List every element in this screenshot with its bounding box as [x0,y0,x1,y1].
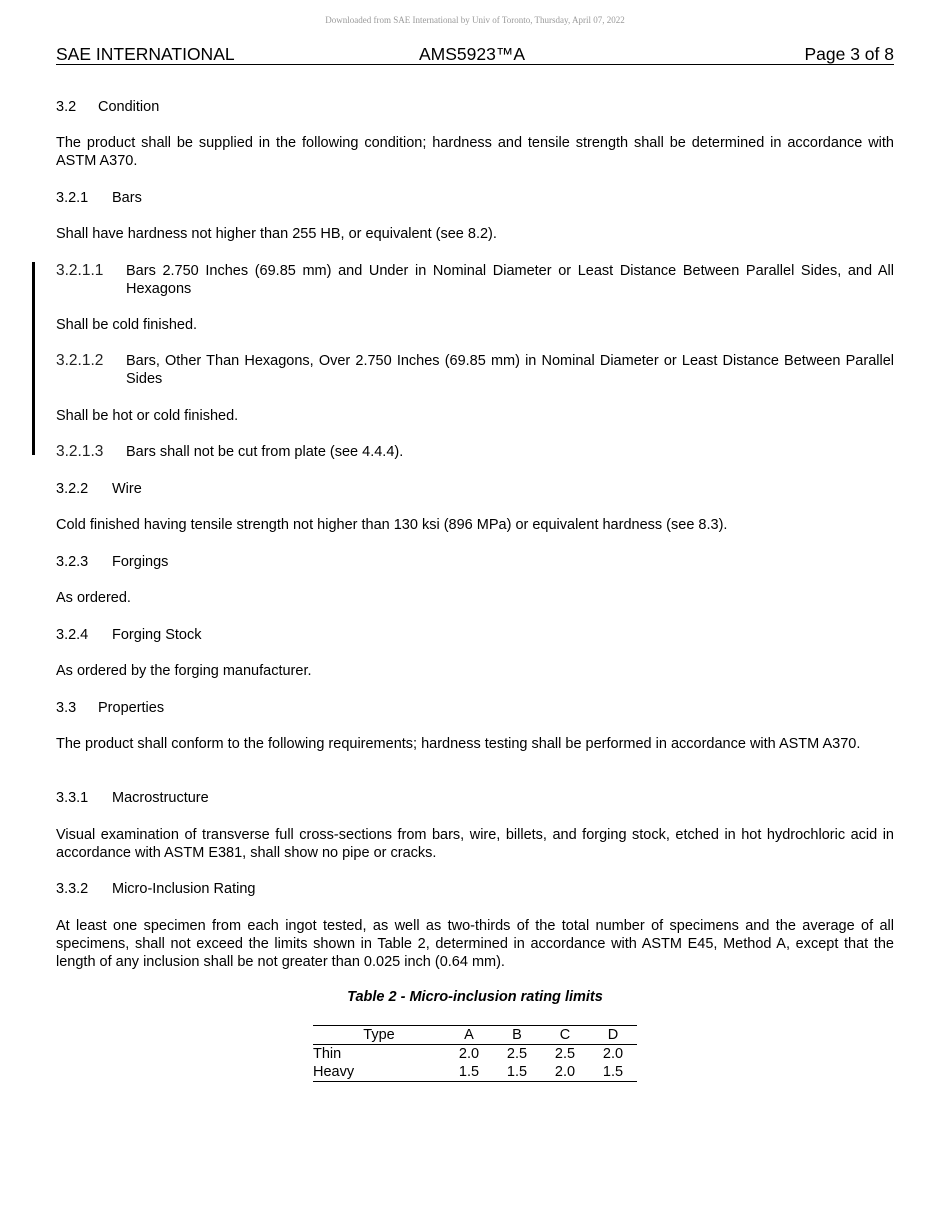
heading-3-2-1 [56,189,894,207]
paragraph-3-2-1-1: Shall be cold finished. [56,317,198,333]
header-cell: D [589,1026,637,1045]
heading-3-3-2 [56,880,894,898]
header-cell: A [445,1026,493,1045]
table-cell: 2.0 [602,1046,624,1062]
table-cell: 2.0 [458,1046,480,1062]
micro-inclusion-table [313,1025,637,1082]
section-title: Bars 2.750 Inches (69.85 mm) and Under in Nominal Diameter or Least Distance Between Parallel Sides, and All Hexagons [126,263,894,297]
page-header [56,44,894,65]
header-cell: C [541,1026,589,1045]
heading-3-2-4 [56,626,894,644]
table-cell: 1.5 [589,1063,637,1082]
section-title: Condition [98,99,160,115]
section-number: 3.2.2 [56,481,89,497]
paragraph-3-3: The product shall conform to the following requirements; hardness testing shall be performed in accordance with ASTM A370. [56,736,861,752]
section-number: 3.2.1.1 [56,262,104,279]
section-title: Bars shall not be cut from plate (see 4.4.4). [126,444,404,460]
section-number: 3.2.1.2 [56,352,104,369]
table-cell: 2.5 [506,1046,528,1062]
header-page-number: Page 3 of 8 [804,44,894,64]
section-number: 3.3 [56,700,77,716]
paragraph-3-2-2: Cold finished having tensile strength not higher than 130 ksi (896 MPa) or equivalent hardness (see 8.3). [56,517,728,533]
table-row [313,1045,637,1064]
section-number: 3.2.1 [56,190,89,206]
heading-3-3 [56,699,894,717]
paragraph-3-2-1-2: Shall be hot or cold finished. [56,408,239,424]
paragraph-3-2-3: As ordered. [56,590,131,606]
section-title: Properties [98,700,165,716]
table-cell: Heavy [313,1063,445,1082]
section-number: 3.2.3 [56,554,89,570]
table-cell: 2.5 [554,1046,576,1062]
table-cell: 2.0 [541,1063,589,1082]
header-doc-number: AMS5923™A [419,44,526,64]
paragraph-3-3-2: At least one specimen from each ingot tested, as well as two-thirds of the total number of specimens and the average of all specimens, shall not exceed the limits shown in Table 2, determined in accordance with ASTM E45, Method A, except that the length of any inclusion shall be not greater than 0.025 inch (0.64 mm). [56,918,894,970]
section-title: Macrostructure [112,790,209,806]
table-header-row [313,1026,637,1045]
section-number: 3.2.4 [56,627,89,643]
heading-3-2 [56,98,894,116]
table-row [313,1063,637,1082]
paragraph-3-2-1: Shall have hardness not higher than 255 HB, or equivalent (see 8.2). [56,226,497,242]
heading-3-2-1-1 [56,262,894,298]
paragraph-3-2: The product shall be supplied in the following condition; hardness and tensile strength shall be determined in accordance with ASTM A370. [56,135,894,169]
paragraph-3-2-4: As ordered by the forging manufacturer. [56,663,312,679]
section-title: Bars [112,190,142,206]
section-title: Forging Stock [112,627,202,643]
header-org: SAE INTERNATIONAL [56,44,235,64]
change-bar [32,262,35,455]
table-caption: Table 2 - Micro-inclusion rating limits [347,989,603,1005]
header-cell: B [493,1026,541,1045]
heading-3-2-2 [56,480,894,498]
table-cell: 1.5 [493,1063,541,1082]
section-title: Forgings [112,554,169,570]
section-number: 3.3.1 [56,790,89,806]
heading-3-2-1-2 [56,352,894,388]
header-cell: Type [313,1026,445,1045]
heading-3-2-1-3 [56,443,894,461]
heading-3-3-1 [56,789,894,807]
section-title: Wire [112,481,142,497]
section-number: 3.2.1.3 [56,443,104,460]
paragraph-3-3-1: Visual examination of transverse full cross-sections from bars, wire, billets, and forging stock, etched in hot hydrochloric acid in accordance with ASTM E381, shall show no pipe or cracks. [56,827,894,861]
table-cell: Thin [313,1046,342,1062]
section-number: 3.3.2 [56,881,89,897]
section-title: Micro-Inclusion Rating [112,881,256,897]
download-notice: Downloaded from SAE International by Univ of Toronto, Thursday, April 07, 2022 [325,15,625,25]
section-number: 3.2 [56,99,77,115]
section-title: Bars, Other Than Hexagons, Over 2.750 Inches (69.85 mm) in Nominal Diameter or Least Distance Between Parallel Sides [126,353,894,387]
table-cell: 1.5 [445,1063,493,1082]
heading-3-2-3 [56,553,894,571]
